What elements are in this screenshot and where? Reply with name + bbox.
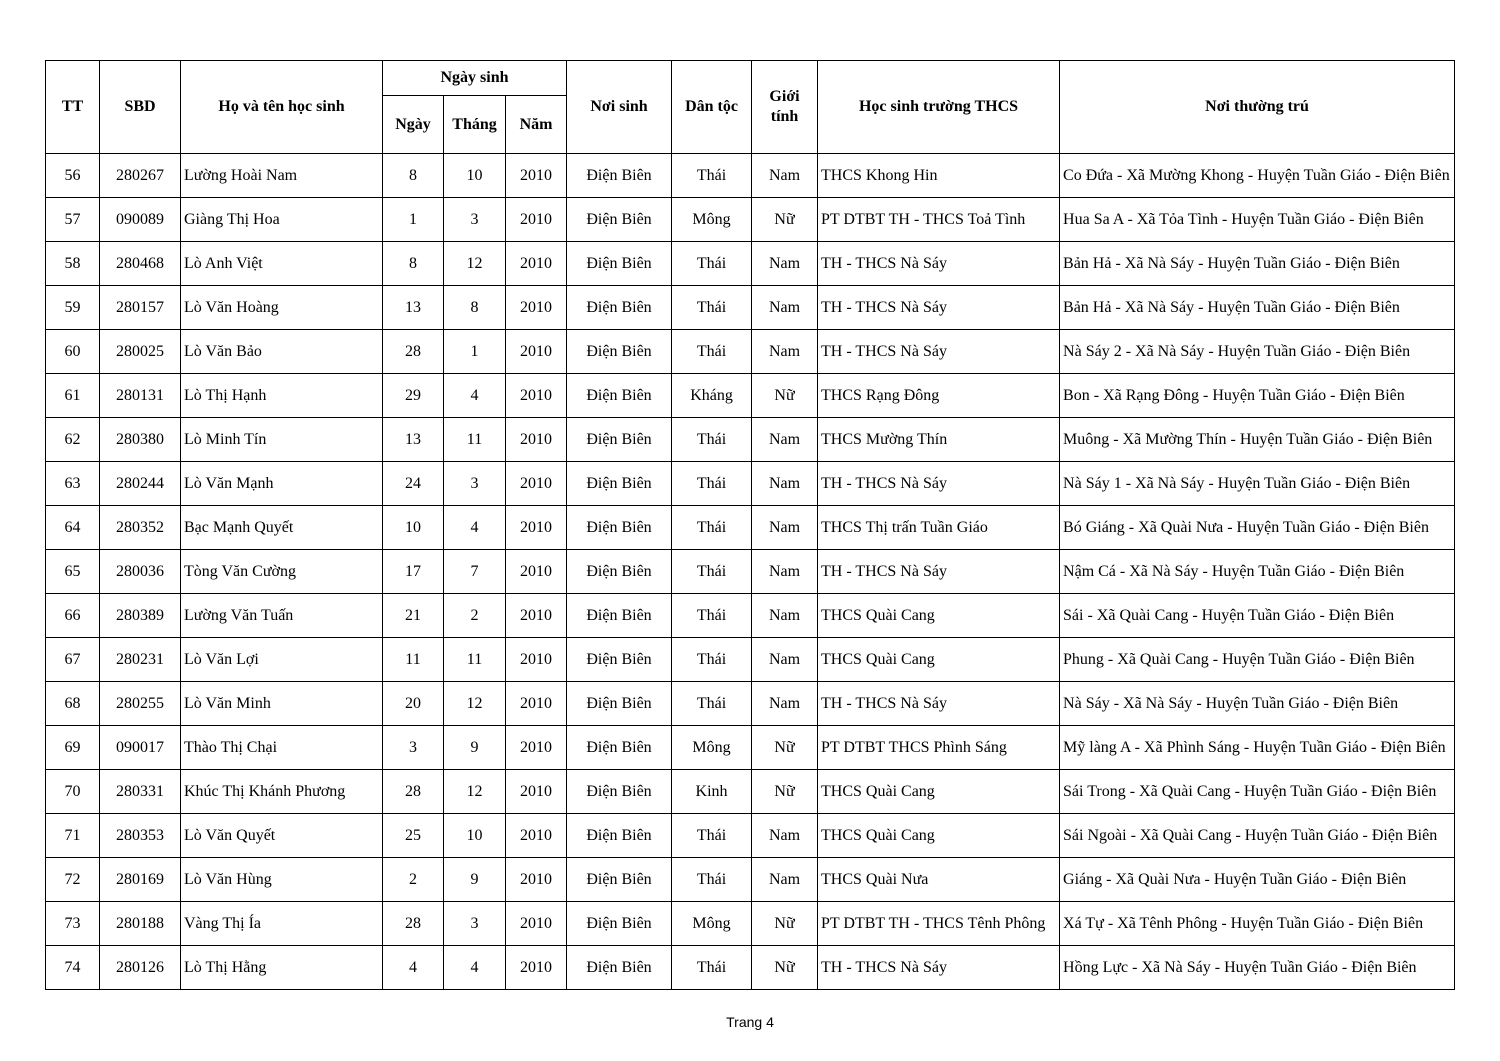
header-month: Tháng <box>444 96 506 154</box>
cell-residence: Hồng Lực - Xã Nà Sáy - Huyện Tuần Giáo - Điện Biên <box>1060 946 1455 990</box>
cell-sbd: 280389 <box>100 594 181 638</box>
cell-ethnicity: Mông <box>672 726 752 770</box>
cell-year: 2010 <box>506 814 567 858</box>
cell-year: 2010 <box>506 242 567 286</box>
cell-month: 10 <box>444 154 506 198</box>
cell-tt: 70 <box>46 770 100 814</box>
cell-gender: Nam <box>752 462 818 506</box>
cell-residence: Bản Hả - Xã Nà Sáy - Huyện Tuần Giáo - Điện Biên <box>1060 286 1455 330</box>
cell-birthplace: Điện Biên <box>567 814 672 858</box>
cell-ethnicity: Thái <box>672 330 752 374</box>
cell-sbd: 280169 <box>100 858 181 902</box>
cell-birthplace: Điện Biên <box>567 594 672 638</box>
table-row <box>46 638 1455 682</box>
cell-month: 4 <box>444 374 506 418</box>
cell-year: 2010 <box>506 638 567 682</box>
cell-month: 8 <box>444 286 506 330</box>
table-row <box>46 946 1455 990</box>
cell-day: 28 <box>383 330 444 374</box>
cell-gender: Nữ <box>752 770 818 814</box>
cell-residence: Nậm Cá - Xã Nà Sáy - Huyện Tuần Giáo - Điện Biên <box>1060 550 1455 594</box>
cell-tt: 67 <box>46 638 100 682</box>
cell-ethnicity: Thái <box>672 814 752 858</box>
cell-month: 12 <box>444 770 506 814</box>
header-name: Họ và tên học sinh <box>181 61 383 154</box>
cell-year: 2010 <box>506 330 567 374</box>
cell-residence: Mỹ làng A - Xã Phình Sáng - Huyện Tuần Giáo - Điện Biên <box>1060 726 1455 770</box>
cell-ethnicity: Mông <box>672 198 752 242</box>
cell-name: Lường Văn Tuấn <box>181 594 383 638</box>
cell-sbd: 280255 <box>100 682 181 726</box>
cell-day: 3 <box>383 726 444 770</box>
cell-month: 3 <box>444 462 506 506</box>
cell-sbd: 090017 <box>100 726 181 770</box>
cell-ethnicity: Thái <box>672 550 752 594</box>
cell-sbd: 280131 <box>100 374 181 418</box>
cell-sbd: 280025 <box>100 330 181 374</box>
cell-tt: 62 <box>46 418 100 462</box>
cell-residence: Nà Sáy 2 - Xã Nà Sáy - Huyện Tuần Giáo - Điện Biên <box>1060 330 1455 374</box>
cell-name: Lường Hoài Nam <box>181 154 383 198</box>
cell-month: 3 <box>444 902 506 946</box>
cell-gender: Nam <box>752 594 818 638</box>
cell-school: THCS Quài Cang <box>818 594 1060 638</box>
cell-ethnicity: Kháng <box>672 374 752 418</box>
cell-residence: Bon - Xã Rạng Đông - Huyện Tuần Giáo - Điện Biên <box>1060 374 1455 418</box>
table-row <box>46 374 1455 418</box>
cell-birthplace: Điện Biên <box>567 242 672 286</box>
cell-school: TH - THCS Nà Sáy <box>818 946 1060 990</box>
cell-school: THCS Mường Thín <box>818 418 1060 462</box>
cell-residence: Nà Sáy 1 - Xã Nà Sáy - Huyện Tuần Giáo - Điện Biên <box>1060 462 1455 506</box>
cell-name: Lò Văn Hoàng <box>181 286 383 330</box>
cell-school: THCS Quài Cang <box>818 770 1060 814</box>
cell-year: 2010 <box>506 198 567 242</box>
cell-sbd: 280244 <box>100 462 181 506</box>
cell-name: Lò Văn Quyết <box>181 814 383 858</box>
cell-tt: 56 <box>46 154 100 198</box>
cell-tt: 63 <box>46 462 100 506</box>
cell-gender: Nam <box>752 154 818 198</box>
cell-gender: Nữ <box>752 726 818 770</box>
cell-birthplace: Điện Biên <box>567 506 672 550</box>
table-row <box>46 198 1455 242</box>
cell-tt: 64 <box>46 506 100 550</box>
cell-year: 2010 <box>506 902 567 946</box>
cell-school: PT DTBT TH - THCS Toả Tình <box>818 198 1060 242</box>
table-row <box>46 682 1455 726</box>
table-row <box>46 814 1455 858</box>
cell-name: Vàng Thị Ía <box>181 902 383 946</box>
cell-day: 8 <box>383 242 444 286</box>
cell-residence: Xá Tự - Xã Tênh Phông - Huyện Tuần Giáo - Điện Biên <box>1060 902 1455 946</box>
cell-school: PT DTBT THCS Phình Sáng <box>818 726 1060 770</box>
cell-tt: 57 <box>46 198 100 242</box>
cell-day: 24 <box>383 462 444 506</box>
cell-day: 4 <box>383 946 444 990</box>
cell-gender: Nam <box>752 858 818 902</box>
cell-sbd: 280353 <box>100 814 181 858</box>
cell-name: Lò Văn Minh <box>181 682 383 726</box>
cell-birthplace: Điện Biên <box>567 286 672 330</box>
cell-birthplace: Điện Biên <box>567 154 672 198</box>
cell-month: 7 <box>444 550 506 594</box>
cell-year: 2010 <box>506 506 567 550</box>
cell-gender: Nữ <box>752 198 818 242</box>
table-body <box>46 154 1455 990</box>
cell-year: 2010 <box>506 858 567 902</box>
cell-month: 2 <box>444 594 506 638</box>
cell-name: Lò Thị Hạnh <box>181 374 383 418</box>
cell-tt: 72 <box>46 858 100 902</box>
table-row <box>46 550 1455 594</box>
header-day: Ngày <box>383 96 444 154</box>
cell-month: 4 <box>444 506 506 550</box>
cell-name: Khúc Thị Khánh Phương <box>181 770 383 814</box>
cell-month: 9 <box>444 858 506 902</box>
cell-school: THCS Quài Cang <box>818 814 1060 858</box>
cell-sbd: 280352 <box>100 506 181 550</box>
cell-sbd: 280188 <box>100 902 181 946</box>
cell-sbd: 280267 <box>100 154 181 198</box>
cell-gender: Nam <box>752 330 818 374</box>
cell-year: 2010 <box>506 418 567 462</box>
cell-tt: 58 <box>46 242 100 286</box>
cell-day: 25 <box>383 814 444 858</box>
table-header <box>46 61 1455 154</box>
table-row <box>46 506 1455 550</box>
cell-residence: Sái Ngoài - Xã Quài Cang - Huyện Tuần Giáo - Điện Biên <box>1060 814 1455 858</box>
cell-tt: 61 <box>46 374 100 418</box>
cell-day: 20 <box>383 682 444 726</box>
cell-name: Lò Thị Hằng <box>181 946 383 990</box>
cell-year: 2010 <box>506 462 567 506</box>
cell-birthplace: Điện Biên <box>567 946 672 990</box>
cell-year: 2010 <box>506 682 567 726</box>
cell-sbd: 280231 <box>100 638 181 682</box>
cell-residence: Muông - Xã Mường Thín - Huyện Tuần Giáo - Điện Biên <box>1060 418 1455 462</box>
cell-birthplace: Điện Biên <box>567 418 672 462</box>
cell-birthplace: Điện Biên <box>567 682 672 726</box>
cell-birthplace: Điện Biên <box>567 374 672 418</box>
cell-ethnicity: Thái <box>672 418 752 462</box>
table-row <box>46 770 1455 814</box>
cell-day: 13 <box>383 286 444 330</box>
cell-school: TH - THCS Nà Sáy <box>818 330 1060 374</box>
cell-ethnicity: Kinh <box>672 770 752 814</box>
cell-gender: Nam <box>752 550 818 594</box>
cell-month: 9 <box>444 726 506 770</box>
cell-residence: Giáng - Xã Quài Nưa - Huyện Tuần Giáo - Điện Biên <box>1060 858 1455 902</box>
cell-residence: Hua Sa A - Xã Tỏa Tình - Huyện Tuần Giáo - Điện Biên <box>1060 198 1455 242</box>
cell-residence: Sái Trong - Xã Quài Cang - Huyện Tuần Giáo - Điện Biên <box>1060 770 1455 814</box>
cell-sbd: 280036 <box>100 550 181 594</box>
cell-birthplace: Điện Biên <box>567 330 672 374</box>
cell-school: TH - THCS Nà Sáy <box>818 462 1060 506</box>
cell-tt: 65 <box>46 550 100 594</box>
cell-name: Lò Anh Việt <box>181 242 383 286</box>
cell-sbd: 280126 <box>100 946 181 990</box>
cell-tt: 69 <box>46 726 100 770</box>
table-row <box>46 726 1455 770</box>
cell-birthplace: Điện Biên <box>567 858 672 902</box>
cell-name: Lò Văn Mạnh <box>181 462 383 506</box>
cell-day: 1 <box>383 198 444 242</box>
cell-gender: Nữ <box>752 902 818 946</box>
cell-school: THCS Quài Nưa <box>818 858 1060 902</box>
cell-name: Bạc Mạnh Quyết <box>181 506 383 550</box>
cell-day: 17 <box>383 550 444 594</box>
cell-tt: 66 <box>46 594 100 638</box>
cell-ethnicity: Thái <box>672 594 752 638</box>
cell-year: 2010 <box>506 726 567 770</box>
header-tt: TT <box>46 61 100 154</box>
cell-birthplace: Điện Biên <box>567 462 672 506</box>
header-birthplace: Nơi sinh <box>567 61 672 154</box>
page-number: Trang 4 <box>726 1014 774 1030</box>
cell-ethnicity: Thái <box>672 506 752 550</box>
header-ethnicity: Dân tộc <box>672 61 752 154</box>
cell-month: 11 <box>444 638 506 682</box>
cell-year: 2010 <box>506 594 567 638</box>
cell-day: 13 <box>383 418 444 462</box>
cell-month: 11 <box>444 418 506 462</box>
cell-residence: Phung - Xã Quài Cang - Huyện Tuần Giáo - Điện Biên <box>1060 638 1455 682</box>
cell-birthplace: Điện Biên <box>567 550 672 594</box>
header-school: Học sinh trường THCS <box>818 61 1060 154</box>
cell-school: THCS Khong Hin <box>818 154 1060 198</box>
table-row <box>46 154 1455 198</box>
header-dob-group: Ngày sinh <box>383 61 567 96</box>
cell-sbd: 090089 <box>100 198 181 242</box>
cell-day: 21 <box>383 594 444 638</box>
cell-name: Lò Văn Lợi <box>181 638 383 682</box>
cell-day: 29 <box>383 374 444 418</box>
cell-ethnicity: Thái <box>672 462 752 506</box>
cell-ethnicity: Mông <box>672 902 752 946</box>
cell-gender: Nam <box>752 506 818 550</box>
cell-year: 2010 <box>506 946 567 990</box>
cell-gender: Nam <box>752 418 818 462</box>
cell-gender: Nam <box>752 242 818 286</box>
table-row <box>46 330 1455 374</box>
cell-birthplace: Điện Biên <box>567 770 672 814</box>
cell-birthplace: Điện Biên <box>567 198 672 242</box>
cell-year: 2010 <box>506 286 567 330</box>
table-row <box>46 242 1455 286</box>
cell-ethnicity: Thái <box>672 946 752 990</box>
cell-gender: Nam <box>752 682 818 726</box>
cell-school: THCS Quài Cang <box>818 638 1060 682</box>
cell-year: 2010 <box>506 770 567 814</box>
cell-sbd: 280331 <box>100 770 181 814</box>
cell-month: 12 <box>444 242 506 286</box>
cell-name: Lò Minh Tín <box>181 418 383 462</box>
cell-name: Giàng Thị Hoa <box>181 198 383 242</box>
cell-name: Tòng Văn Cường <box>181 550 383 594</box>
cell-gender: Nam <box>752 638 818 682</box>
cell-month: 4 <box>444 946 506 990</box>
cell-month: 3 <box>444 198 506 242</box>
cell-school: THCS Thị trấn Tuần Giáo <box>818 506 1060 550</box>
cell-tt: 71 <box>46 814 100 858</box>
cell-name: Lò Văn Hùng <box>181 858 383 902</box>
cell-day: 28 <box>383 902 444 946</box>
cell-day: 11 <box>383 638 444 682</box>
cell-gender: Nữ <box>752 946 818 990</box>
cell-school: TH - THCS Nà Sáy <box>818 682 1060 726</box>
cell-school: THCS Rạng Đông <box>818 374 1060 418</box>
cell-year: 2010 <box>506 550 567 594</box>
cell-residence: Sái - Xã Quài Cang - Huyện Tuần Giáo - Điện Biên <box>1060 594 1455 638</box>
cell-residence: Nà Sáy - Xã Nà Sáy - Huyện Tuần Giáo - Điện Biên <box>1060 682 1455 726</box>
cell-gender: Nam <box>752 286 818 330</box>
cell-name: Thào Thị Chại <box>181 726 383 770</box>
cell-ethnicity: Thái <box>672 286 752 330</box>
cell-sbd: 280468 <box>100 242 181 286</box>
header-gender: Giới tính <box>752 61 818 154</box>
table-row <box>46 858 1455 902</box>
cell-birthplace: Điện Biên <box>567 902 672 946</box>
table-row <box>46 286 1455 330</box>
cell-day: 2 <box>383 858 444 902</box>
cell-day: 28 <box>383 770 444 814</box>
cell-year: 2010 <box>506 374 567 418</box>
cell-school: TH - THCS Nà Sáy <box>818 550 1060 594</box>
cell-tt: 73 <box>46 902 100 946</box>
cell-tt: 68 <box>46 682 100 726</box>
cell-gender: Nữ <box>752 374 818 418</box>
cell-residence: Co Đứa - Xã Mường Khong - Huyện Tuần Giáo - Điện Biên <box>1060 154 1455 198</box>
cell-birthplace: Điện Biên <box>567 726 672 770</box>
cell-month: 10 <box>444 814 506 858</box>
header-year: Năm <box>506 96 567 154</box>
cell-school: PT DTBT TH - THCS Tênh Phông <box>818 902 1060 946</box>
cell-year: 2010 <box>506 154 567 198</box>
cell-name: Lò Văn Bảo <box>181 330 383 374</box>
cell-month: 12 <box>444 682 506 726</box>
cell-tt: 60 <box>46 330 100 374</box>
cell-month: 1 <box>444 330 506 374</box>
student-roster-table <box>45 60 1455 990</box>
cell-sbd: 280157 <box>100 286 181 330</box>
header-residence: Nơi thường trú <box>1060 61 1455 154</box>
cell-tt: 59 <box>46 286 100 330</box>
cell-ethnicity: Thái <box>672 858 752 902</box>
cell-ethnicity: Thái <box>672 682 752 726</box>
cell-day: 8 <box>383 154 444 198</box>
cell-ethnicity: Thái <box>672 638 752 682</box>
table-row <box>46 594 1455 638</box>
cell-residence: Bản Hả - Xã Nà Sáy - Huyện Tuần Giáo - Điện Biên <box>1060 242 1455 286</box>
cell-residence: Bó Giáng - Xã Quài Nưa - Huyện Tuần Giáo - Điện Biên <box>1060 506 1455 550</box>
table-row <box>46 418 1455 462</box>
cell-day: 10 <box>383 506 444 550</box>
header-sbd: SBD <box>100 61 181 154</box>
cell-school: TH - THCS Nà Sáy <box>818 242 1060 286</box>
cell-birthplace: Điện Biên <box>567 638 672 682</box>
cell-ethnicity: Thái <box>672 154 752 198</box>
table-row <box>46 462 1455 506</box>
cell-tt: 74 <box>46 946 100 990</box>
cell-ethnicity: Thái <box>672 242 752 286</box>
table-row <box>46 902 1455 946</box>
cell-sbd: 280380 <box>100 418 181 462</box>
cell-school: TH - THCS Nà Sáy <box>818 286 1060 330</box>
cell-gender: Nam <box>752 814 818 858</box>
